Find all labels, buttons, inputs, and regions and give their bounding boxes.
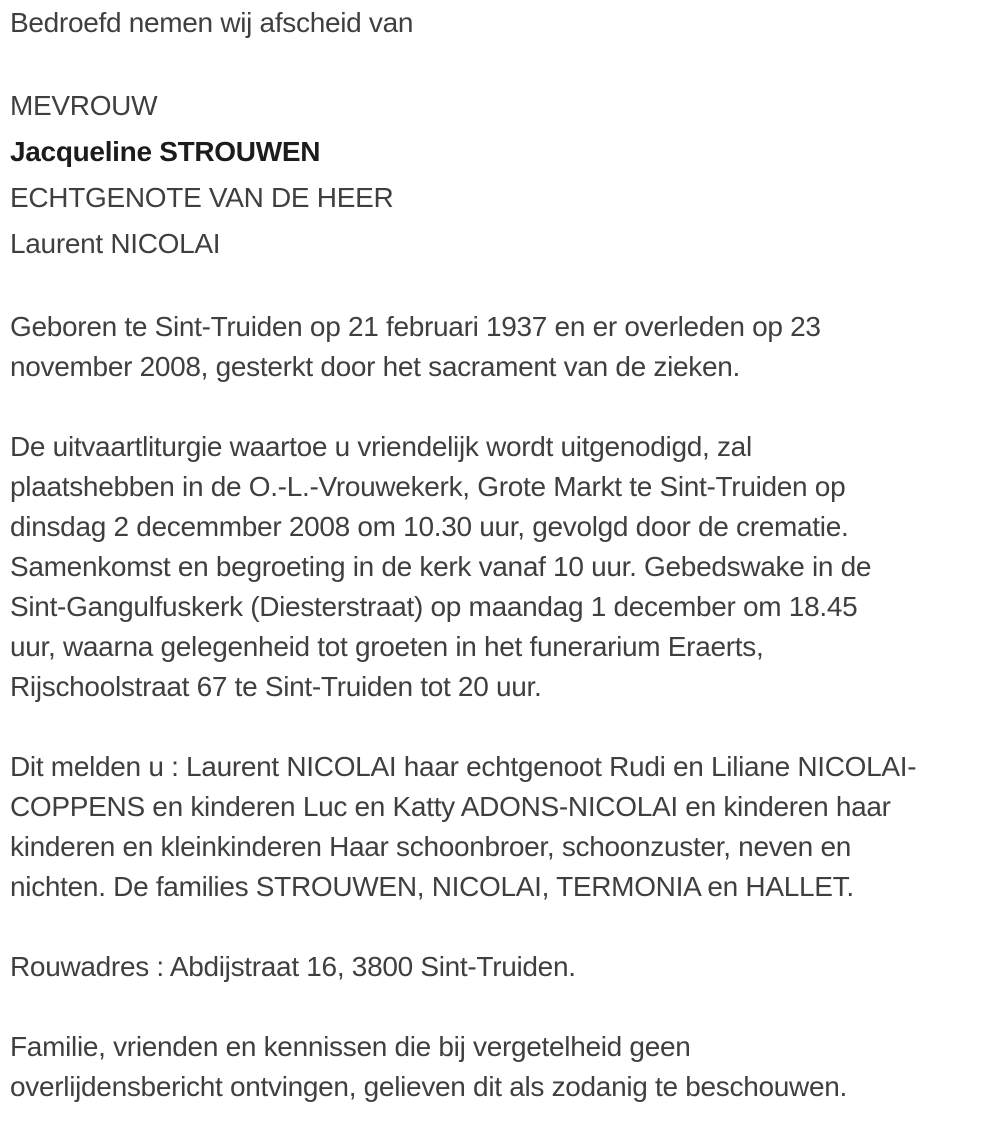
paragraph-line: nichten. De families STROUWEN, NICOLAI, TERMONIA en HALLET.: [10, 871, 854, 902]
mourning-address-line: Rouwadres : Abdijstraat 16, 3800 Sint-Truiden.: [10, 951, 576, 982]
paragraph-line: overlijdensbericht ontvingen, gelieven dit als zodanig te beschouwen.: [10, 1071, 847, 1102]
spouse-name: Laurent NICOLAI: [10, 228, 221, 259]
paragraph-line: Rijschoolstraat 67 te Sint-Truiden tot 20 uur.: [10, 671, 542, 702]
spacer: [10, 987, 994, 1027]
paragraph-line: uur, waarna gelegenheid tot groeten in het funerarium Eraerts,: [10, 631, 764, 662]
paragraph-line: Samenkomst en begroeting in de kerk vanaf 10 uur. Gebedswake in de: [10, 551, 872, 582]
paragraph-line: kinderen en kleinkinderen Haar schoonbroer, schoonzuster, neven en: [10, 831, 851, 862]
intro-line: Bedroefd nemen wij afscheid van: [10, 7, 414, 38]
spouse-title: ECHTGENOTE VAN DE HEER: [10, 182, 394, 213]
paragraph-line: De uitvaartliturgie waartoe u vriendelijk wordt uitgenodigd, zal: [10, 431, 752, 462]
spacer: [10, 387, 994, 427]
deceased-header: [10, 83, 994, 267]
birth-death-paragraph: [10, 307, 994, 387]
spacer: [10, 43, 994, 83]
spacer: [10, 267, 994, 307]
title-mevrouw: MEVROUW: [10, 90, 158, 121]
paragraph-line: plaatshebben in de O.-L.-Vrouwekerk, Grote Markt te Sint-Truiden op: [10, 471, 846, 502]
closing-notice-paragraph: [10, 1027, 994, 1107]
paragraph-line: Geboren te Sint-Truiden op 21 februari 1937 en er overleden op 23: [10, 311, 821, 342]
family-announcement-paragraph: [10, 747, 994, 907]
paragraph-line: november 2008, gesterkt door het sacrament van de zieken.: [10, 351, 741, 382]
paragraph-line: Familie, vrienden en kennissen die bij vergetelheid geen: [10, 1031, 691, 1062]
spacer: [10, 907, 994, 947]
paragraph-line: Dit melden u : Laurent NICOLAI haar echtgenoot Rudi en Liliane NICOLAI-: [10, 751, 917, 782]
funeral-details-paragraph: [10, 427, 994, 707]
spacer: [10, 707, 994, 747]
mourning-address-paragraph: [10, 947, 994, 987]
paragraph-line: Sint-Gangulfuskerk (Diesterstraat) op maandag 1 december om 18.45: [10, 591, 858, 622]
paragraph-line: dinsdag 2 decemmber 2008 om 10.30 uur, gevolgd door de crematie.: [10, 511, 849, 542]
paragraph-line: COPPENS en kinderen Luc en Katty ADONS-NICOLAI en kinderen haar: [10, 791, 891, 822]
deceased-name: Jacqueline STROUWEN: [10, 136, 321, 167]
